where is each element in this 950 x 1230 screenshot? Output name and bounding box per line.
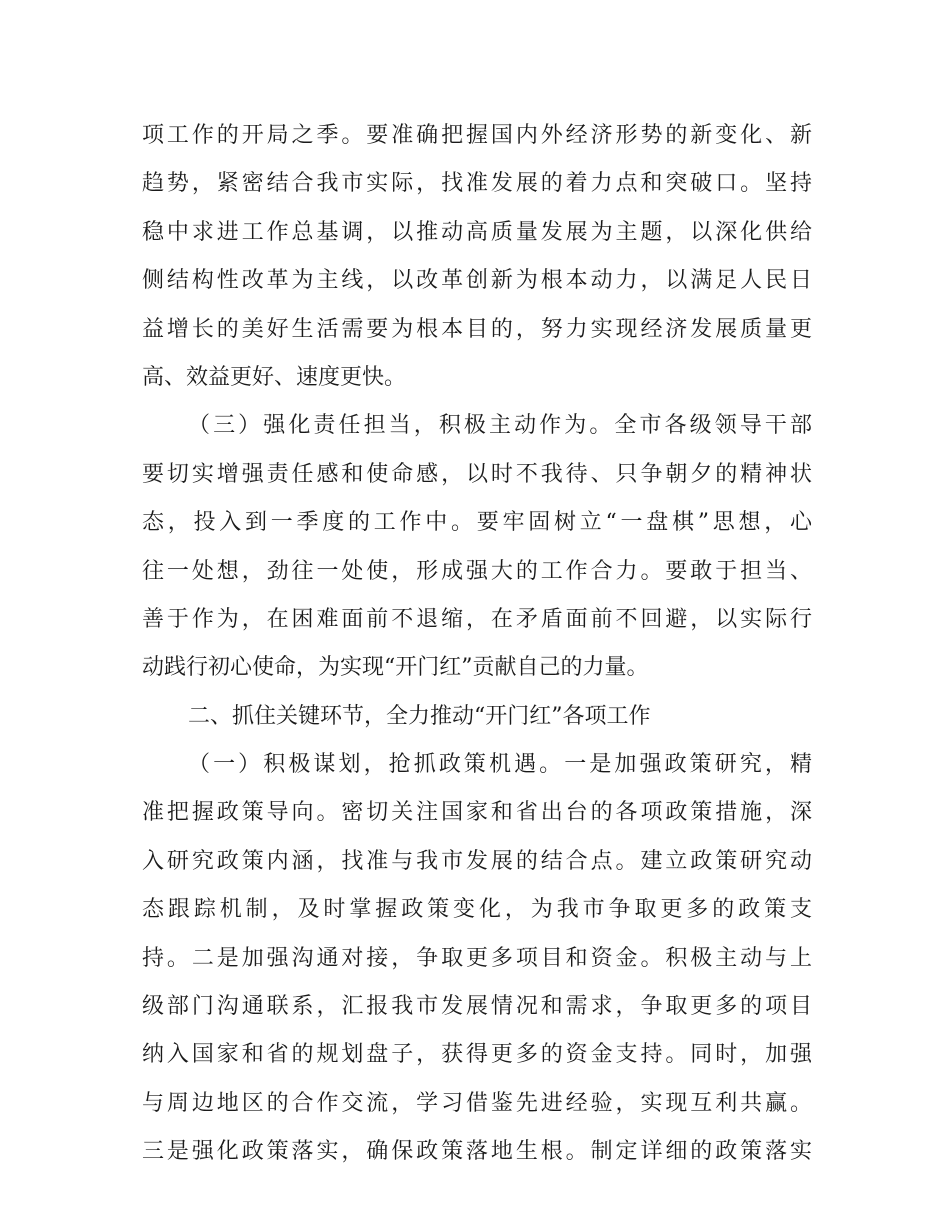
paragraph-3	[142, 741, 812, 1177]
text-line: 态，投入到一季度的工作中。要牢固树立“一盘棋”思想，心	[142, 510, 812, 536]
text-line: 入研究政策内涵，找准与我市发展的结合点。建立政策研究动	[142, 848, 812, 874]
text-line: 与周边地区的合作交流，学习借鉴先进经验，实现互利共赢。	[142, 1090, 812, 1116]
text-line: （一）积极谋划，抢抓政策机遇。一是加强政策研究，精	[188, 752, 812, 778]
text-line: 往一处想，劲往一处使，形成强大的工作合力。要敢于担当、	[142, 558, 812, 584]
text-line: 态跟踪机制，及时掌握政策变化，为我市争取更多的政策支	[142, 897, 812, 923]
text-line: 项工作的开局之季。要准确把握国内外经济形势的新变化、新	[142, 123, 812, 148]
text-line: 级部门沟通联系，汇报我市发展情况和需求，争取更多的项目	[142, 994, 812, 1020]
text-line: （三）强化责任担当，积极主动作为。全市各级领导干部	[188, 413, 812, 439]
text-line: 益增长的美好生活需要为根本目的，努力实现经济发展质量更	[142, 316, 812, 342]
text-line: 持。二是加强沟通对接，争取更多项目和资金。积极主动与上	[142, 945, 812, 971]
text-line: 要切实增强责任感和使命感，以时不我待、只争朝夕的精神状	[142, 461, 812, 487]
text-line: 侧结构性改革为主线，以改革创新为根本动力，以满足人民日	[142, 268, 812, 294]
paragraph-1	[142, 112, 812, 402]
text-line: 高、效益更好、速度更快。	[142, 364, 407, 390]
text-line: 纳入国家和省的规划盘子，获得更多的资金支持。同时，加强	[142, 1042, 812, 1068]
document-page	[142, 112, 812, 1177]
section-heading: 二、抓住关键环节，全力推动“开门红”各项工作	[188, 703, 651, 729]
text-line: 三是强化政策落实，确保政策落地生根。制定详细的政策落实	[142, 1139, 812, 1165]
text-line: 趋势，紧密结合我市实际，找准发展的着力点和突破口。坚持	[142, 171, 812, 197]
text-line: 善于作为，在困难面前不退缩，在矛盾面前不回避，以实际行	[142, 606, 812, 632]
text-line: 稳中求进工作总基调，以推动高质量发展为主题，以深化供给	[142, 219, 812, 245]
text-line: 动践行初心使命，为实现“开门红”贡献自己的力量。	[142, 655, 649, 681]
text-line: 准把握政策导向。密切关注国家和省出台的各项政策措施，深	[142, 800, 812, 826]
paragraph-2	[142, 402, 812, 692]
